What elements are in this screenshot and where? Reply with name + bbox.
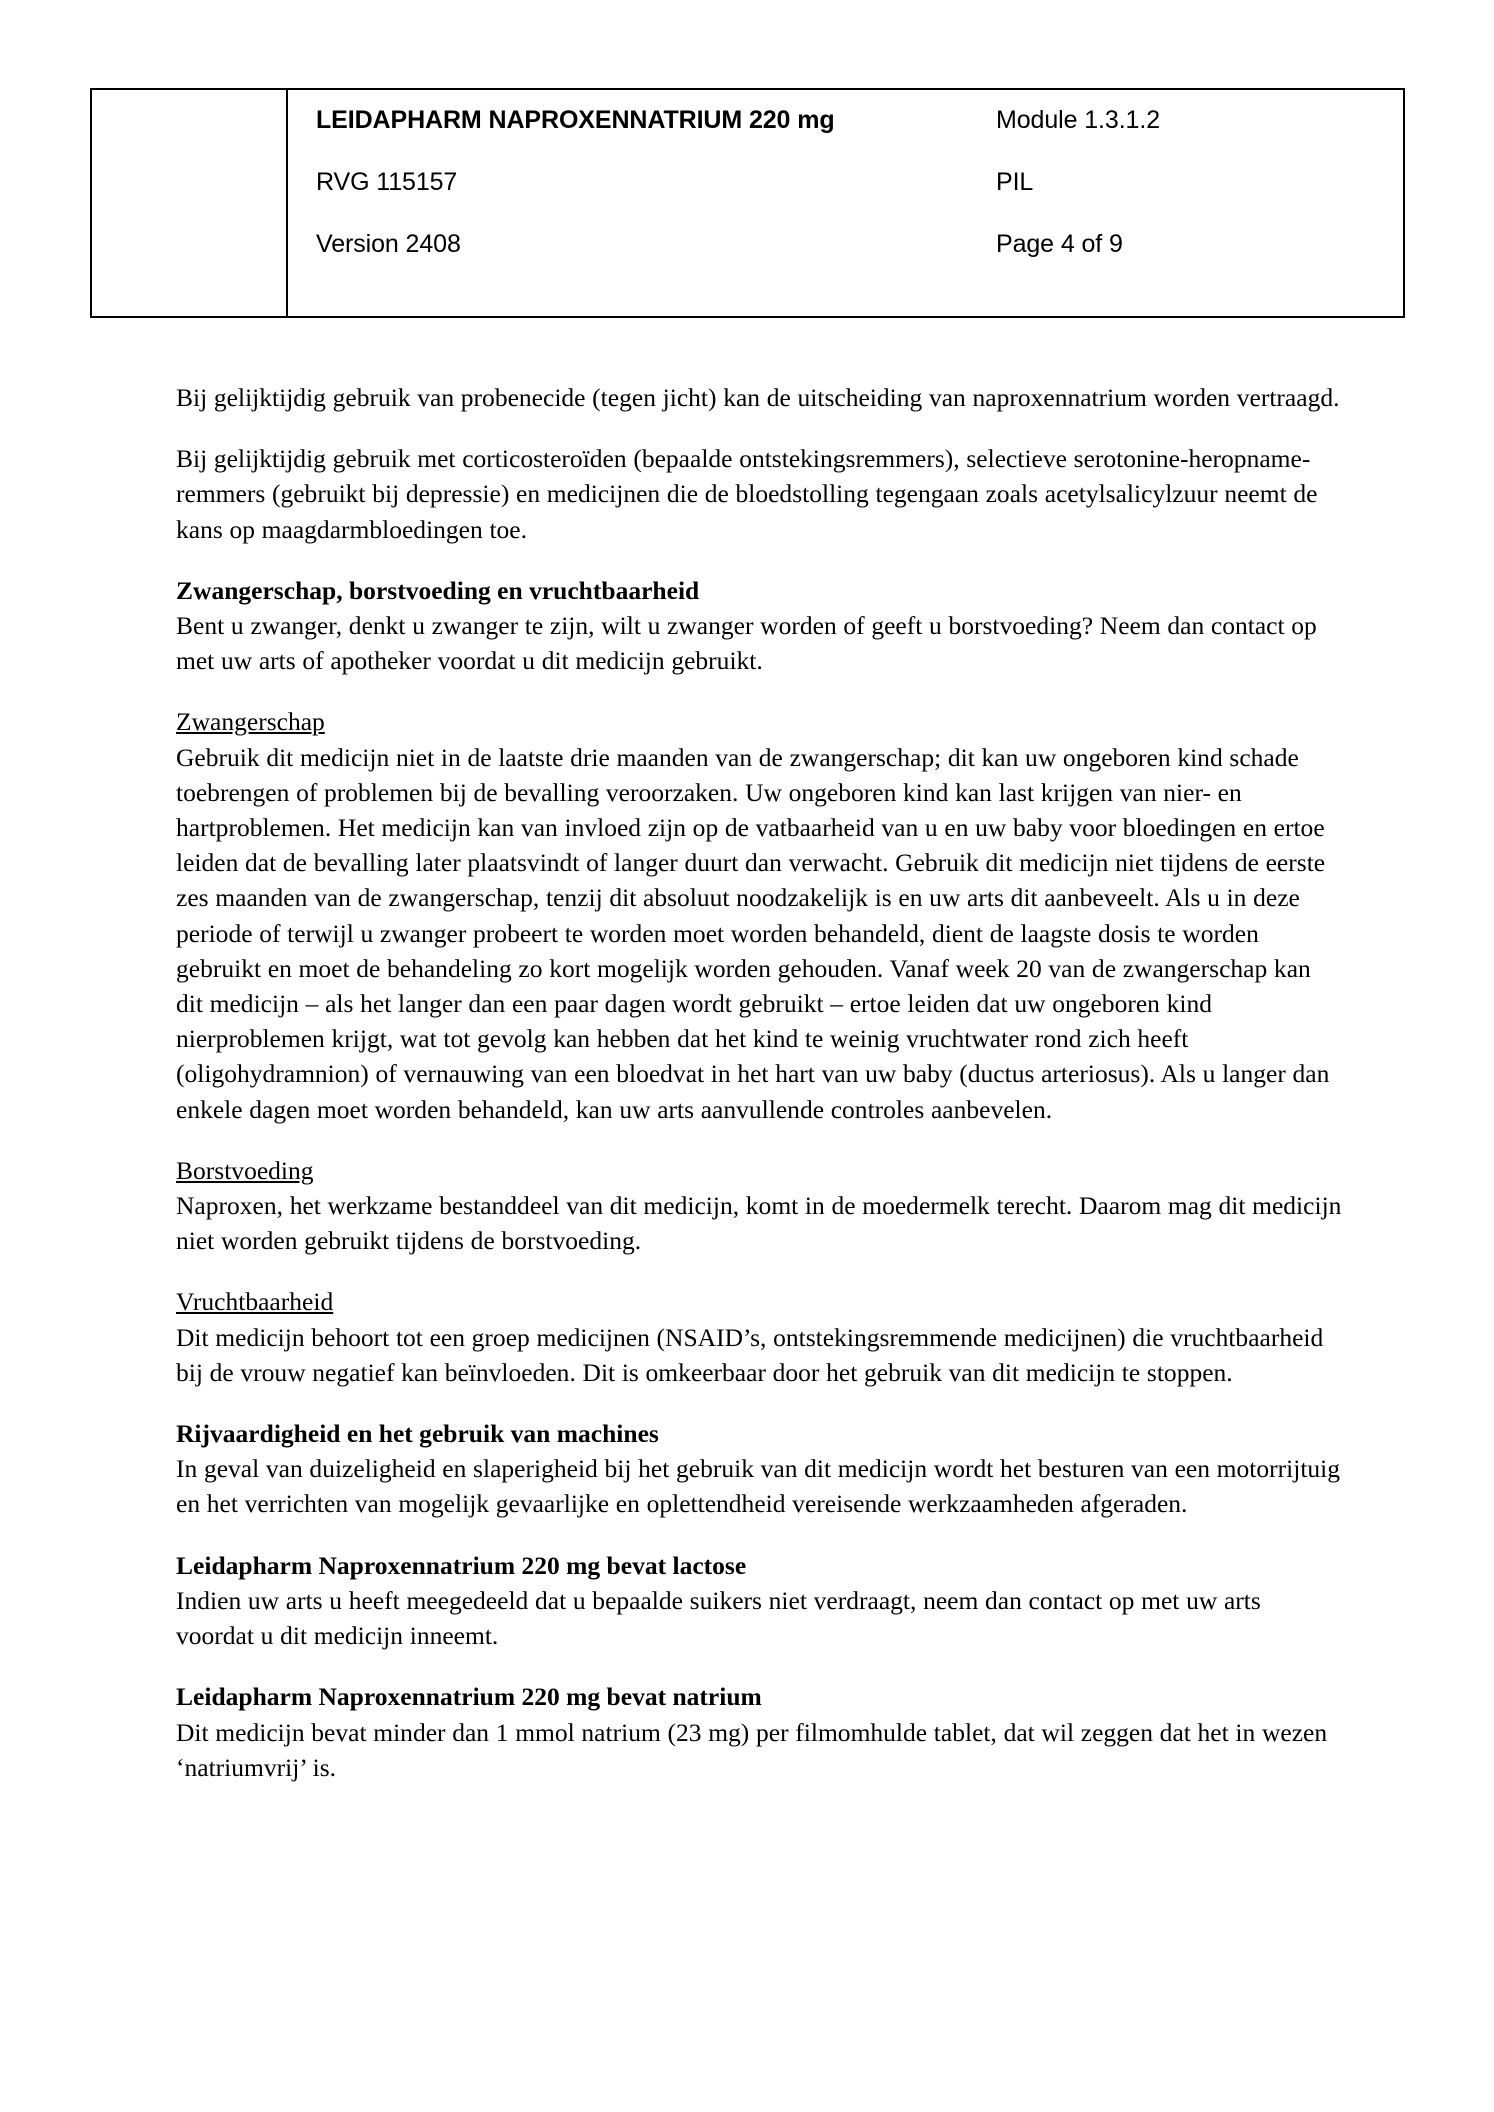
- paragraph-probenecide: Bij gelijktijdig gebruik van probenecide (tegen jicht) kan de uitscheiding van naproxennatrium worden vertraagd.: [176, 383, 1340, 412]
- paragraph-zwangerschap-borstvoeding-vruchtbaarheid: Bent u zwanger, denkt u zwanger te zijn, wilt u zwanger worden of geeft u borstvoeding? Neem dan contact op met uw arts of apotheker voordat u dit medicijn gebruikt.: [176, 611, 1317, 676]
- rvg-number: RVG 115157: [316, 168, 458, 196]
- paragraph-vruchtbaarheid: Dit medicijn behoort tot een groep medicijnen (NSAID’s, ontstekingsremmende medicijnen) die vruchtbaarheid bij de vrouw negatief kan beïnvloeden. Dit is omkeerbaar door het gebruik van dit medicijn te stoppen.: [176, 1322, 1324, 1387]
- document-type: PIL: [996, 168, 1034, 196]
- paragraph-corticosteroiden: Bij gelijktijdig gebruik met corticosteroïden (bepaalde ontstekingsremmers), selectieve serotonine-heropname-remmers (gebruikt bij depressie) en medicijnen die de bloedstolling tegengaan zoals acetylsalicylzuur neemt de kans op maagdarmbloedingen toe.: [176, 444, 1318, 544]
- section-borstvoeding: [176, 1153, 1342, 1259]
- page-number: Page 4 of 9: [996, 230, 1123, 258]
- header-row-product: [316, 106, 1377, 168]
- paragraph-zwangerschap: Gebruik dit medicijn niet in de laatste drie maanden van de zwangerschap; dit kan uw ongeboren kind schade toebrengen of problemen bij de bevalling veroorzaken. Uw ongeboren kind kan last krijgen van nier- en hartproblemen. Het medicijn kan van invloed zijn op de vatbaarheid van u en uw baby voor bloedingen en ertoe leiden dat de bevalling later plaatsvindt of langer duurt dan verwacht. Gebruik dit medicijn niet tijdens de eerste zes maanden van de zwangerschap, tenzij dit absoluut noodzakelijk is en uw arts dit aanbeveelt. Als u in deze periode of terwijl u zwanger probeert te worden moet worden behandeld, dient de laagste dosis te worden gebruikt en moet de behandeling zo kort mogelijk worden gehouden. Vanaf week 20 van de zwangerschap kan dit medicijn – als het langer dan een paar dagen wordt gebruikt – ertoe leiden dat uw ongeboren kind nierproblemen krijgt, wat tot gevolg kan hebben dat het kind te weinig vruchtwater rond zich heeft (oligohydramnion) of vernauwing van een bloedvat in het hart van uw baby (ductus arteriosus). Als u langer dan enkele dagen moet worden behandeld, kan uw arts aanvullende controles aanbevelen.: [176, 742, 1330, 1124]
- header-row-rvg: [316, 168, 1377, 230]
- heading-lactose: Leidapharm Naproxennatrium 220 mg bevat lactose: [176, 1550, 747, 1580]
- header-row-version: [316, 230, 1377, 286]
- heading-vruchtbaarheid: Vruchtbaarheid: [176, 1287, 334, 1317]
- section-lactose: [176, 1548, 1342, 1654]
- heading-borstvoeding: Borstvoeding: [176, 1155, 314, 1185]
- product-title: LEIDAPHARM NAPROXENNATRIUM 220 mg: [316, 106, 835, 134]
- document-header-table: [90, 88, 1405, 318]
- section-zwangerschap: [176, 704, 1342, 1126]
- module-number: Module 1.3.1.2: [996, 106, 1160, 134]
- header-table-content: [288, 90, 1403, 316]
- section-rijvaardigheid: [176, 1416, 1342, 1522]
- paragraph-natrium: Dit medicijn bevat minder dan 1 mmol natrium (23 mg) per filmomhulde tablet, dat wil zeggen dat het in wezen ‘natriumvrij’ is.: [176, 1717, 1328, 1782]
- section-vruchtbaarheid: [176, 1284, 1342, 1390]
- version-number: Version 2408: [316, 230, 461, 258]
- section-natrium: [176, 1679, 1342, 1785]
- document-body: [176, 380, 1342, 1785]
- section-zwangerschap-borstvoeding-vruchtbaarheid: [176, 573, 1342, 679]
- paragraph-borstvoeding: Naproxen, het werkzame bestanddeel van dit medicijn, komt in de moedermelk terecht. Daarom mag dit medicijn niet worden gebruikt tijdens de borstvoeding.: [176, 1191, 1342, 1256]
- heading-zwangerschap: Zwangerschap: [176, 707, 325, 737]
- heading-zwangerschap-borstvoeding-vruchtbaarheid: Zwangerschap, borstvoeding en vruchtbaarheid: [176, 575, 700, 605]
- paragraph-lactose: Indien uw arts u heeft meegedeeld dat u bepaalde suikers niet verdraagt, neem dan contact op met uw arts voordat u dit medicijn inneemt.: [176, 1585, 1261, 1651]
- heading-natrium: Leidapharm Naproxennatrium 220 mg bevat natrium: [176, 1682, 762, 1712]
- heading-rijvaardigheid: Rijvaardigheid en het gebruik van machines: [176, 1419, 659, 1449]
- paragraph-rijvaardigheid: In geval van duizeligheid en slaperigheid bij het gebruik van dit medicijn wordt het besturen van een motorrijtuig en het verrichten van mogelijk gevaarlijke en oplettendheid vereisende werkzaamheden afgeraden.: [176, 1454, 1341, 1519]
